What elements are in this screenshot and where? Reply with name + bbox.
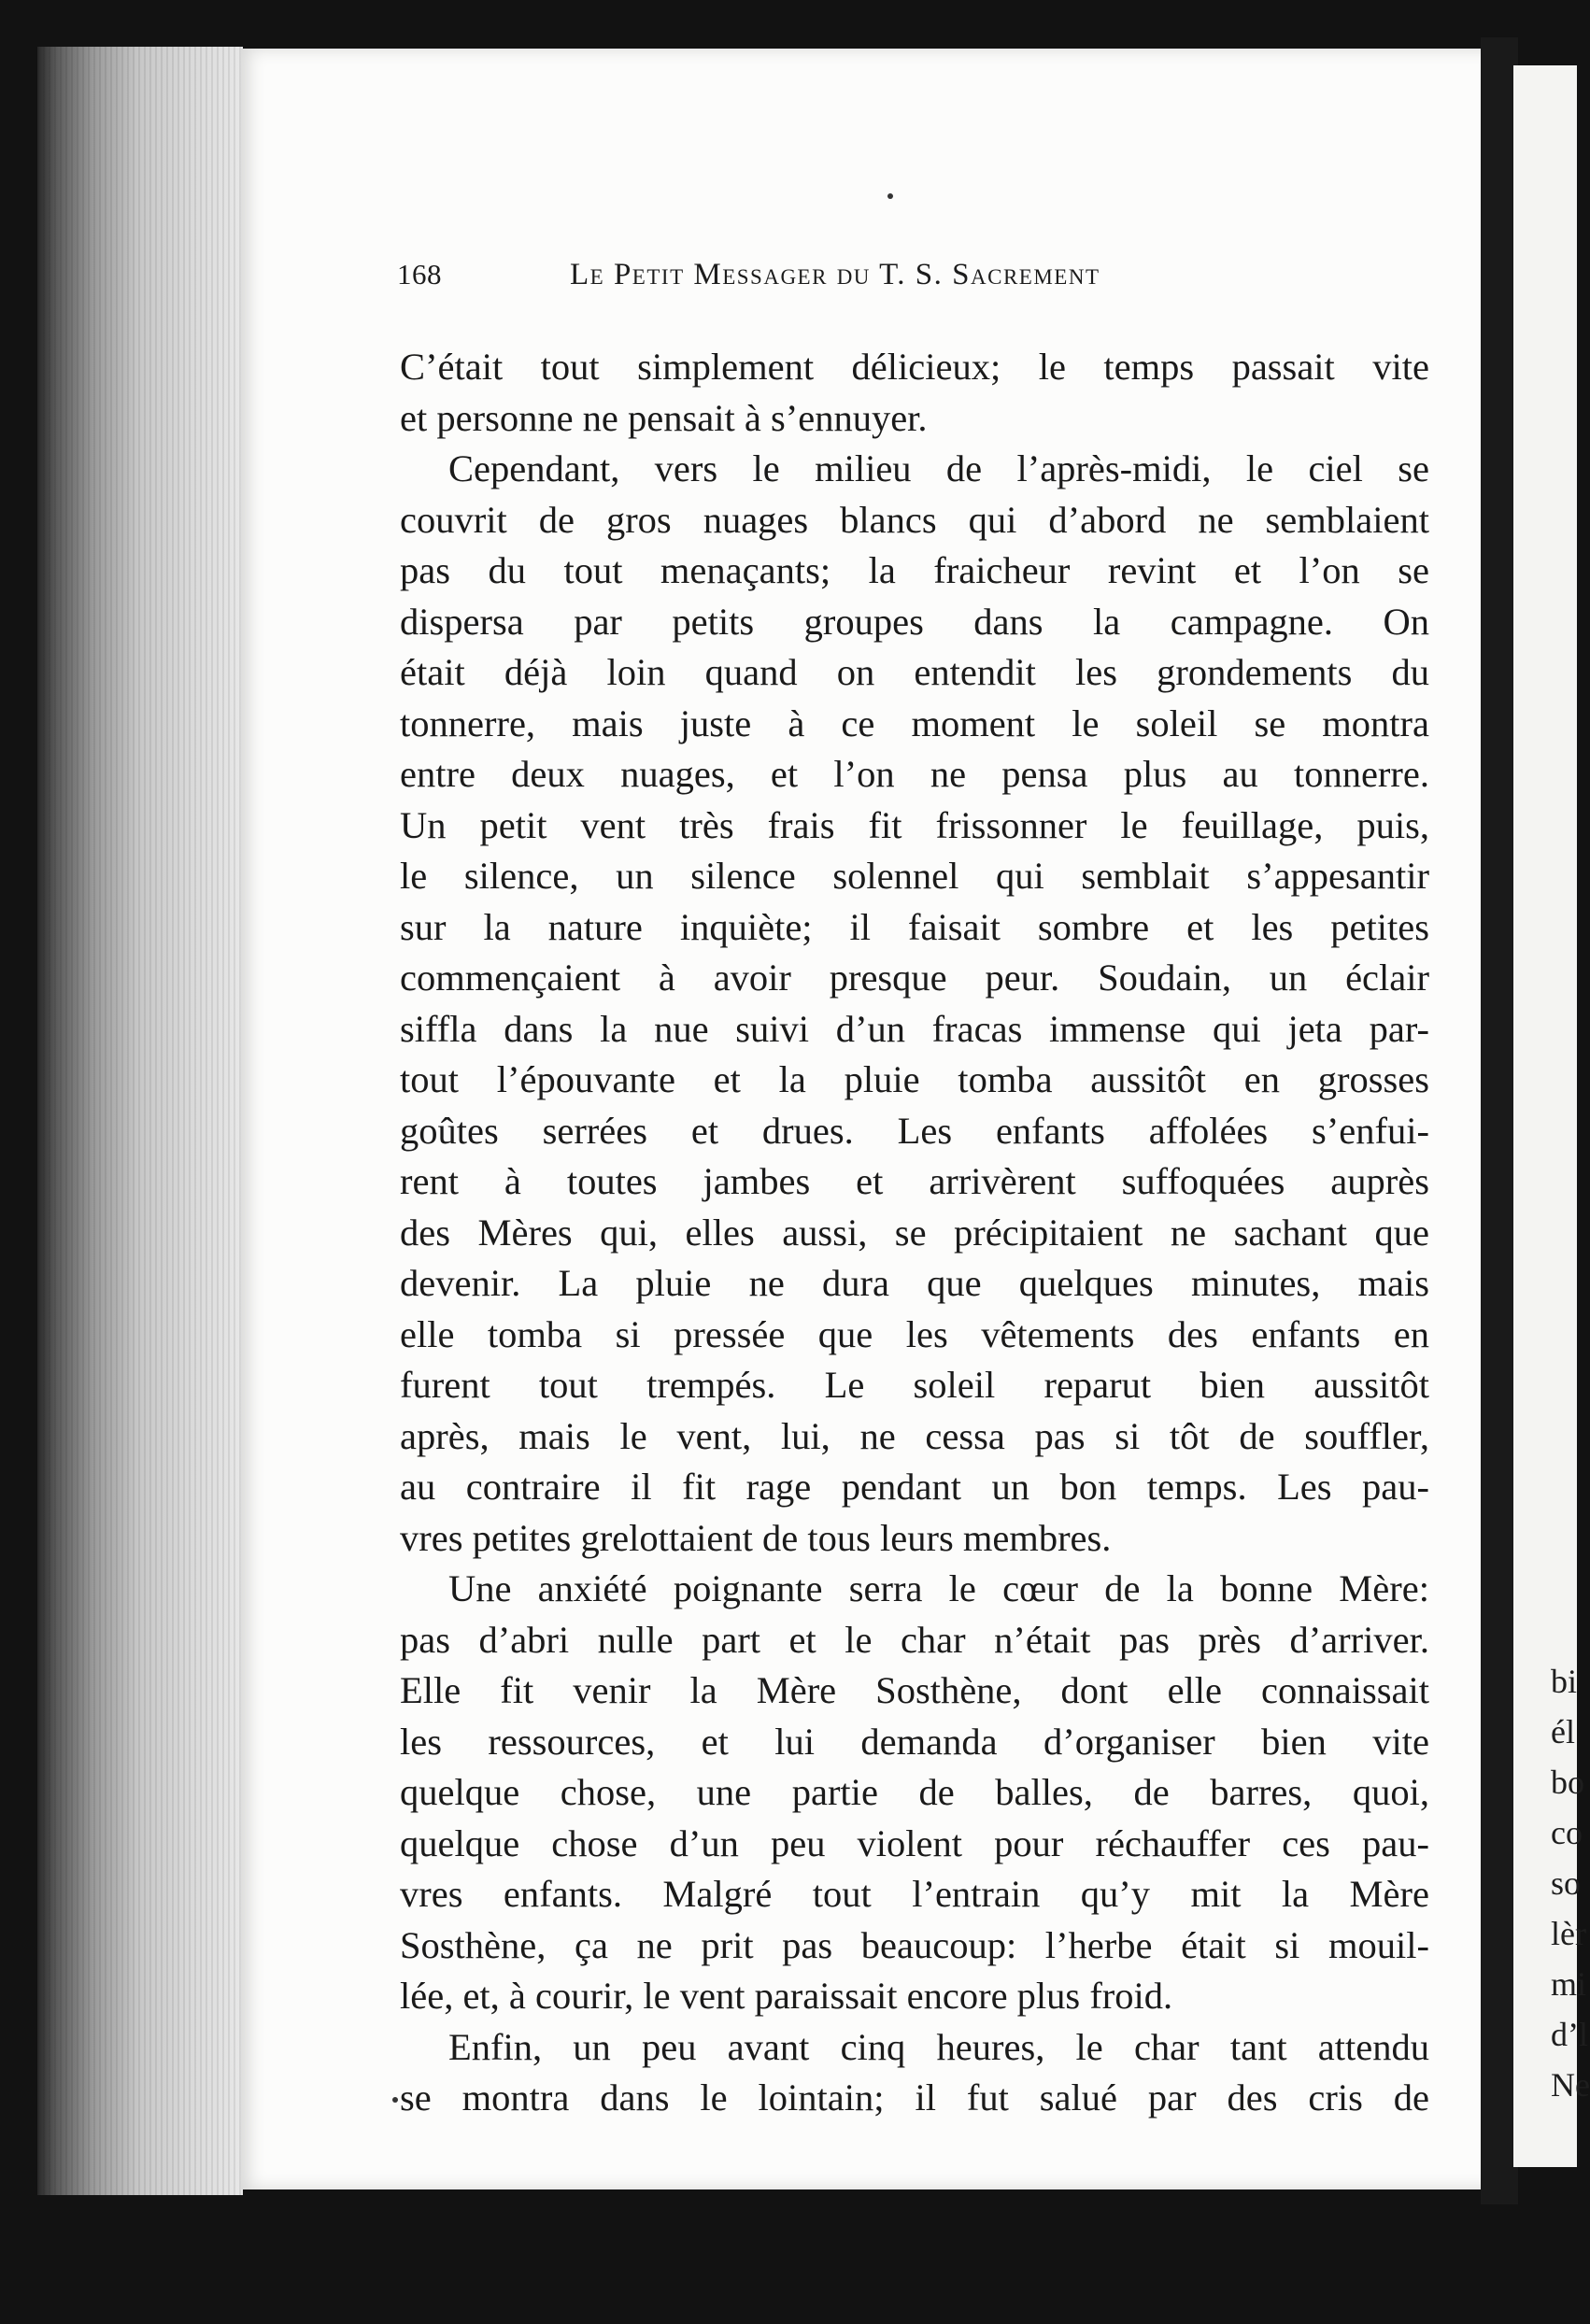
text-line: Un petit vent très frais fit frissonner le feuillage, puis, — [400, 803, 1429, 846]
body-text — [400, 342, 1429, 2124]
text-line: pas d’abri nulle part et le char n’était pas près d’arriver. — [400, 1618, 1429, 1661]
page-number: 168 — [397, 258, 442, 290]
text-line: pas du tout menaçants; la fraicheur revint et l’on se — [400, 549, 1429, 591]
text-line: les ressources, et lui demanda d’organiser bien vite — [400, 1720, 1429, 1763]
text-line: Elle fit venir la Mère Sosthène, dont elle connaissait — [400, 1669, 1429, 1711]
text-line: vres petites grelottaient de tous leurs membres. — [400, 1516, 1112, 1559]
text-line: goûtes serrées et drues. Les enfants affolées s’enfui- — [400, 1109, 1429, 1152]
text-line: Une anxiété poignante serra le cœur de la bonne Mère: — [448, 1567, 1429, 1609]
text-line: furent tout trempés. Le soleil reparut bien aussitôt — [400, 1364, 1429, 1406]
text-line: siffla dans la nue suivi d’un fracas immense qui jeta par- — [400, 1007, 1429, 1050]
adjacent-fragment: él — [1551, 1713, 1575, 1750]
text-line: quelque chose d’un peu violent pour réchauffer ces pau- — [400, 1821, 1429, 1864]
adjacent-fragment: co — [1551, 1814, 1583, 1851]
text-line: lée, et, à courir, le vent paraissait encore plus froid. — [400, 1975, 1173, 2017]
text-line: quelque chose, une partie de balles, de barres, quoi, — [400, 1771, 1429, 1813]
adjacent-fragment: so — [1551, 1864, 1582, 1902]
text-line: vres enfants. Malgré tout l’entrain qu’y mit la Mère — [400, 1873, 1429, 1915]
running-head — [397, 254, 1266, 295]
text-line: tonnerre, mais juste à ce moment le soleil se montra — [400, 701, 1429, 744]
text-line: Cependant, vers le milieu de l’après-midi, le ciel se — [448, 447, 1429, 489]
text-line: sur la nature inquiète; il faisait sombre et les petites — [400, 905, 1429, 948]
text-line: devenir. La pluie ne dura que quelques minutes, mais — [400, 1262, 1429, 1304]
adjacent-fragment: Ne — [1551, 2066, 1590, 2104]
text-line: commençaient à avoir presque peur. Soudain, un éclair — [400, 957, 1429, 999]
text-line: se montra dans le lointain; il fut salué par des cris de — [400, 2076, 1429, 2119]
text-line: Sosthène, ça ne prit pas beaucoup: l’herbe était si mouil- — [400, 1923, 1429, 1966]
text-line: au contraire il fit rage pendant un bon temps. Les pau- — [400, 1466, 1429, 1508]
text-line: dispersa par petits groupes dans la campagne. On — [400, 600, 1429, 643]
text-line: était déjà loin quand on entendit les grondements du — [400, 651, 1429, 693]
text-line: le silence, un silence solennel qui semblait s’appesantir — [400, 855, 1429, 897]
speck — [392, 2097, 398, 2103]
text-line: et personne ne pensait à s’ennuyer. — [400, 396, 928, 439]
text-line: des Mères qui, elles aussi, se précipitaient ne sachant que — [400, 1211, 1429, 1254]
text-line: entre deux nuages, et l’on ne pensa plus au tonnerre. — [400, 753, 1429, 795]
text-line: tout l’épouvante et la pluie tomba aussitôt en grosses — [400, 1058, 1429, 1100]
text-line: rent à toutes jambes et arrivèrent suffoquées auprès — [400, 1160, 1429, 1202]
book-gutter — [1481, 37, 1518, 2204]
adjacent-fragment: bi — [1551, 1663, 1578, 1700]
text-line: Enfin, un peu avant cinq heures, le char tant attendu — [448, 2025, 1429, 2068]
adjacent-fragment: bo — [1551, 1764, 1584, 1801]
adjacent-fragment: mi — [1551, 1965, 1587, 2003]
adjacent-fragment: d’l — [1551, 2016, 1588, 2053]
text-line: couvrit de gros nuages blancs qui d’abord ne semblaient — [400, 498, 1429, 541]
running-head-title: Le Petit Messager du T. S. Sacrement — [570, 258, 1100, 291]
text-line: C’était tout simplement délicieux; le temps passait vite — [400, 346, 1429, 388]
book-page-stack — [37, 47, 243, 2195]
adjacent-page — [1513, 65, 1590, 2167]
adjacent-fragment: lèr — [1551, 1915, 1586, 1952]
text-line: après, mais le vent, lui, ne cessa pas si tôt de souffler, — [400, 1414, 1429, 1457]
text-line: elle tomba si pressée que les vêtements des enfants en — [400, 1312, 1429, 1355]
speck — [887, 193, 893, 199]
